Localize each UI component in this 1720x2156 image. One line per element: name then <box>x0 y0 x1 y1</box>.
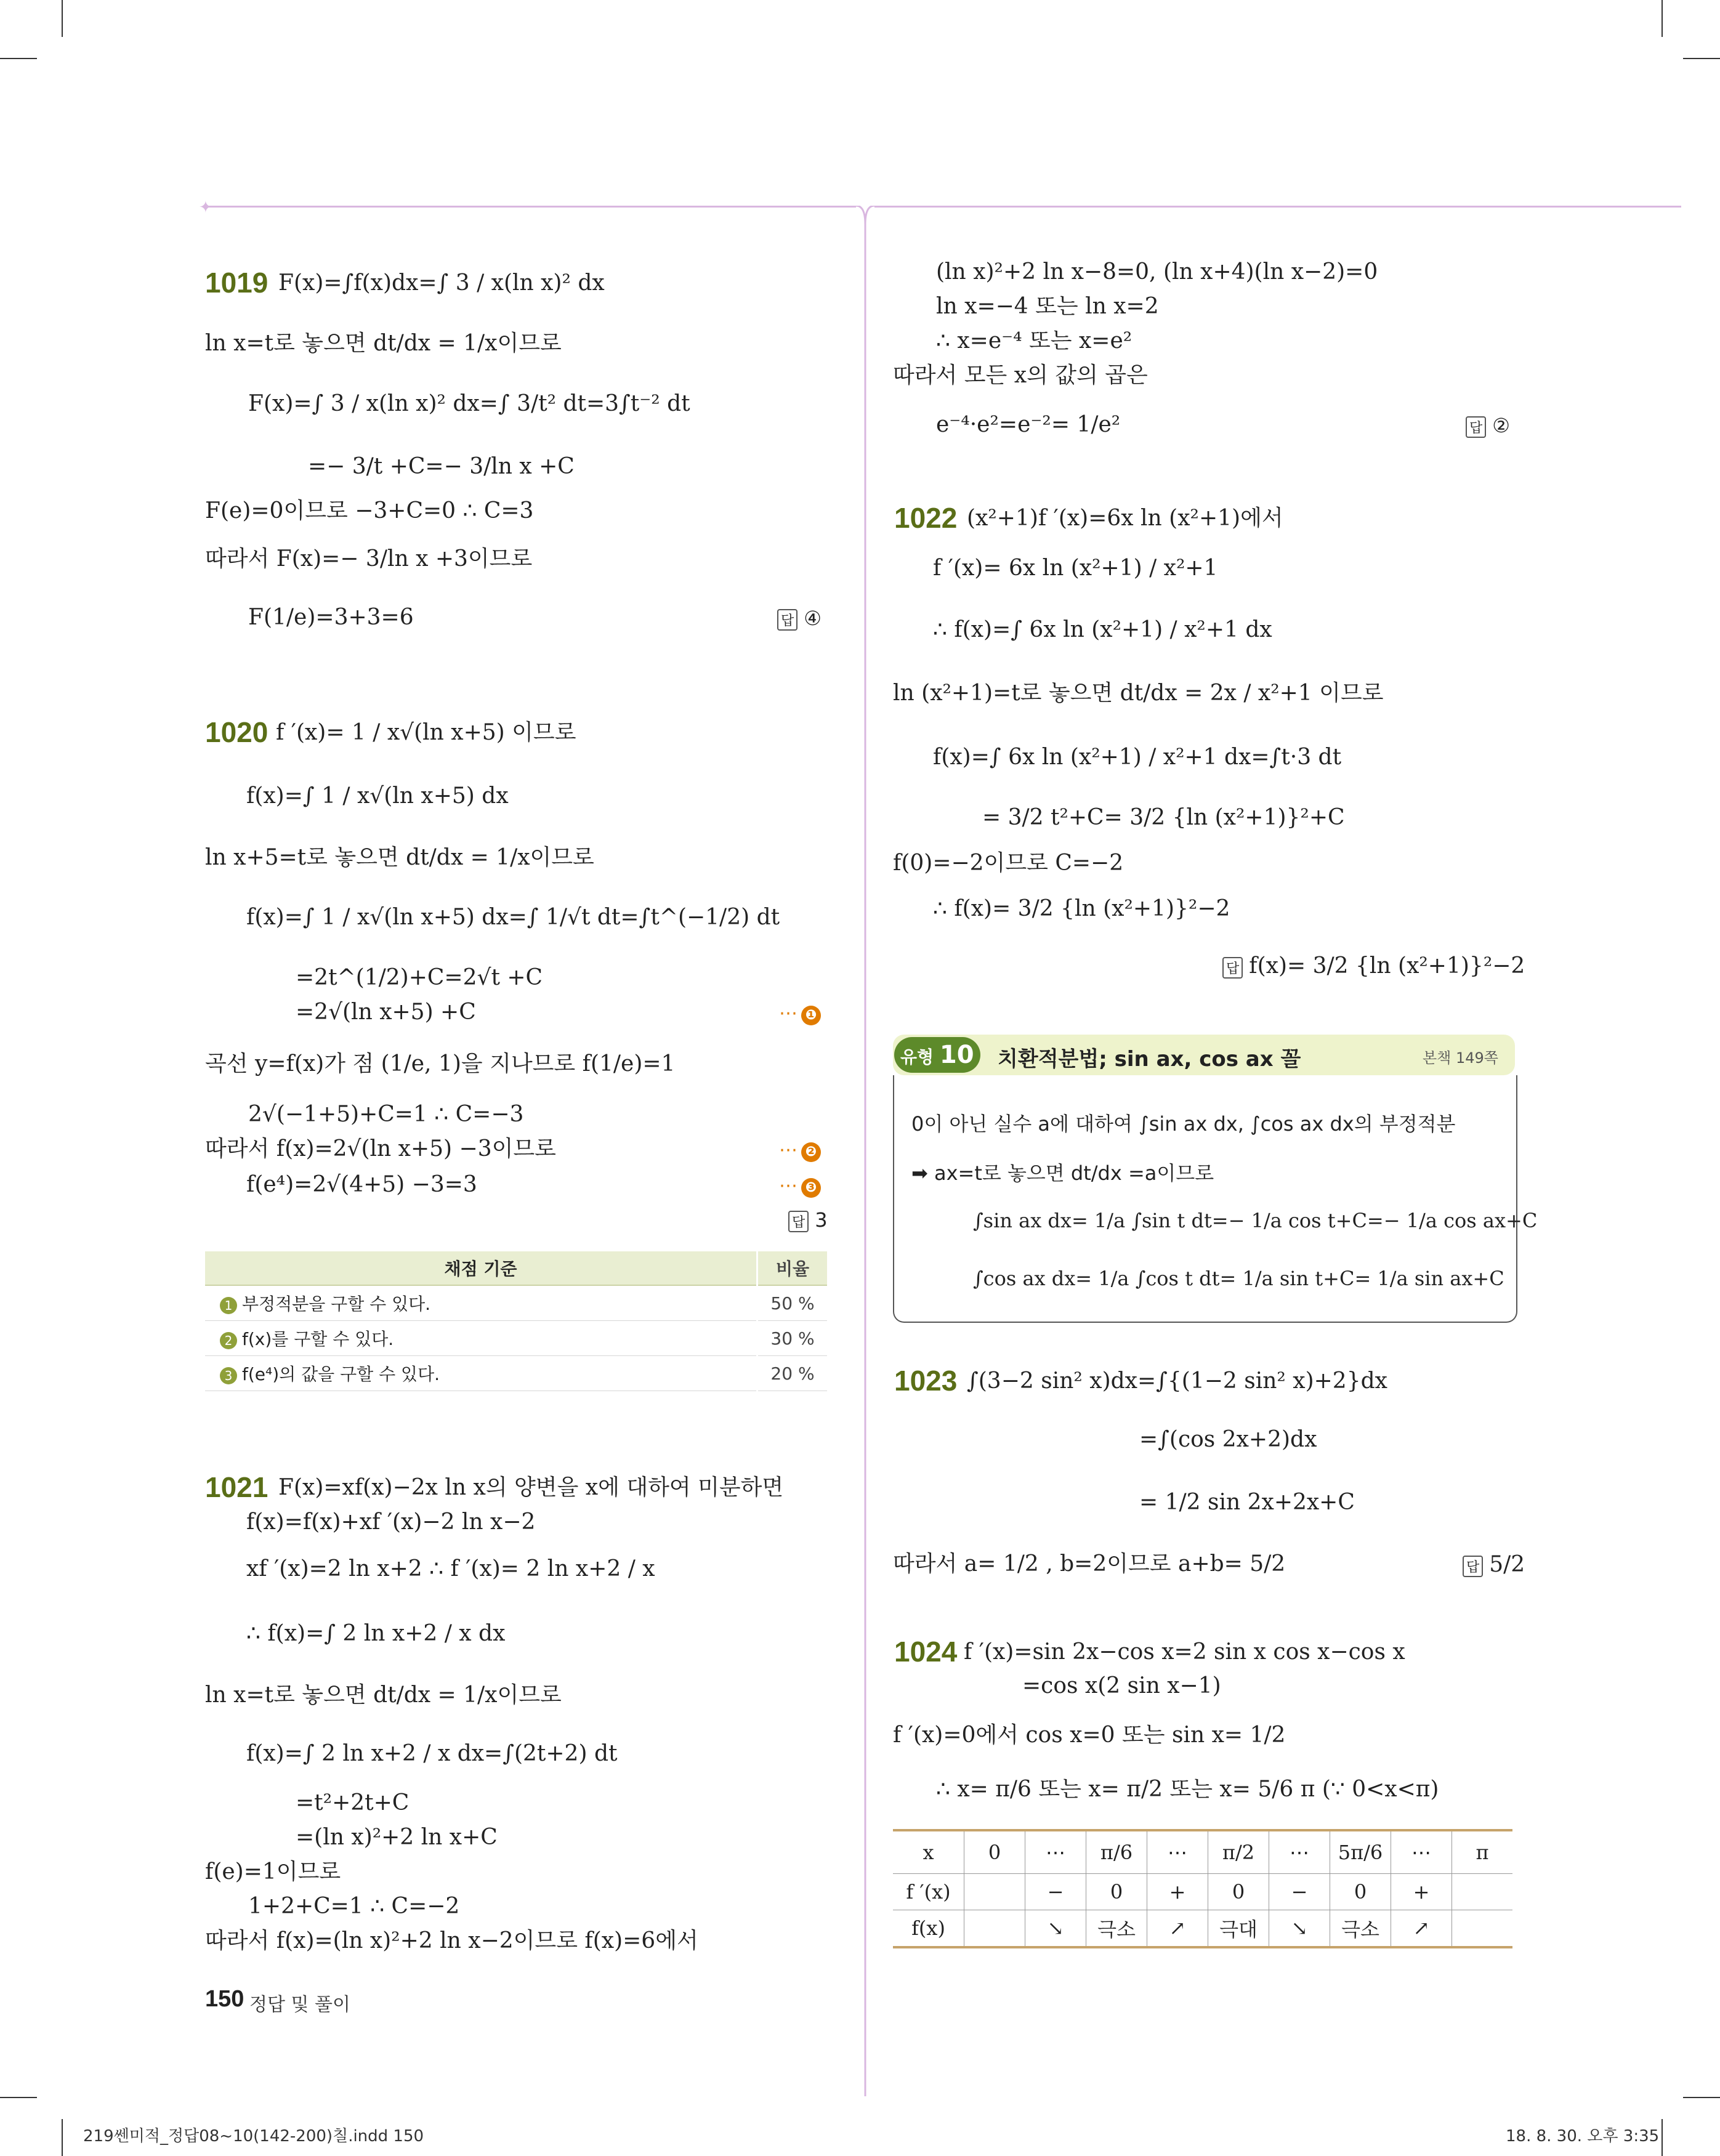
crop-mark <box>0 58 37 59</box>
type-formula: ∫cos ax dx= 1/a ∫cos t dt= 1/a sin t+C= 1/a sin ax+C <box>973 1267 1504 1290</box>
step-number-icon: 3 <box>220 1367 237 1384</box>
solution-line: 따라서 F(x)=− 3/ln x +3이므로 <box>205 546 533 571</box>
table-row: 2 f(x)를 구할 수 있다. 30 % <box>205 1321 827 1356</box>
solution-line: F(e)=0이므로 −3+C=0 ∴ C=3 <box>205 498 534 523</box>
step-marker: ⋯ ❷ <box>779 1139 821 1162</box>
type-line: 0이 아닌 실수 a에 대하여 ∫sin ax dx, ∫cos ax dx의 부정적분 <box>911 1112 1456 1136</box>
type-title: 치환적분법; sin ax, cos ax 꼴 <box>998 1047 1301 1072</box>
answer-value: 5/2 <box>1489 1552 1525 1577</box>
solution-line: f(0)=−2이므로 C=−2 <box>893 850 1124 876</box>
solution-line: =− 3/t +C=− 3/ln x +C <box>308 454 575 479</box>
answer-mark <box>788 1208 828 1232</box>
solution-line: ln x=t로 놓으면 dt/dx = 1/x이므로 <box>205 331 562 356</box>
solution-line: F(x)=∫f(x)dx=∫ 3 / x(ln x)² dx <box>278 270 605 296</box>
page-label: 정답 및 풀이 <box>249 1994 350 2016</box>
problem-number: 1019 <box>205 267 268 299</box>
problem-number: 1020 <box>205 716 268 748</box>
solution-line: f(x)=∫ 1 / x√(ln x+5) dx=∫ 1/√t dt=∫t^(−1/2) dt <box>246 905 780 930</box>
solution-line: f ′(x)= 1 / x√(ln x+5) 이므로 <box>276 720 576 745</box>
answer-mark <box>1463 1553 1525 1577</box>
page-number: 150 <box>205 1986 244 2012</box>
crop-mark <box>1683 2097 1720 2098</box>
solution-line: f(e)=1이므로 <box>205 1859 341 1884</box>
solution-line: f(x)=∫ 6x ln (x²+1) / x²+1 dx=∫t·3 dt <box>933 745 1342 770</box>
solution-line: ln x+5=t로 놓으면 dt/dx = 1/x이므로 <box>205 845 594 870</box>
solution-line: f ′(x)=0에서 cos x=0 또는 sin x= 1/2 <box>893 1722 1286 1748</box>
star-icon: ✦ <box>199 198 212 217</box>
solution-line: ln x=t로 놓으면 dt/dx = 1/x이므로 <box>205 1682 562 1708</box>
solution-line: 따라서 a= 1/2 , b=2이므로 a+b= 5/2 <box>893 1551 1286 1577</box>
slug-filename: 219쎈미적_정답08~10(142-200)칠.indd 150 <box>83 2127 424 2146</box>
grading-header-criteria: 채점 기준 <box>205 1251 757 1285</box>
table-row: 1 부정적분을 구할 수 있다. 50 % <box>205 1285 827 1321</box>
answer-value: 3 <box>815 1208 828 1232</box>
step-marker: ⋯ ❸ <box>779 1175 821 1198</box>
solution-line: 2√(−1+5)+C=1 ∴ C=−3 <box>248 1102 524 1127</box>
solution-line: = 1/2 sin 2x+2x+C <box>1139 1490 1355 1515</box>
table-row: f ′(x) − 0 + 0 − 0 + <box>893 1874 1512 1910</box>
solution-line: (ln x)²+2 ln x−8=0, (ln x+4)(ln x−2)=0 <box>936 259 1378 285</box>
solution-line: ∴ f(x)= 3/2 {ln (x²+1)}²−2 <box>933 896 1230 921</box>
solution-line: ∴ x= π/6 또는 x= π/2 또는 x= 5/6 π (∵ 0<x<π) <box>936 1777 1439 1802</box>
solution-line: =t²+2t+C <box>296 1790 410 1815</box>
solution-line: 1+2+C=1 ∴ C=−2 <box>248 1894 460 1919</box>
solution-line: ∴ f(x)=∫ 2 ln x+2 / x dx <box>246 1621 506 1646</box>
solution-line: f ′(x)=sin 2x−cos x=2 sin x cos x−cos x <box>964 1639 1405 1665</box>
problem-number: 1024 <box>894 1636 958 1668</box>
problem-number: 1022 <box>894 502 958 534</box>
answer-mark <box>777 607 822 631</box>
solution-line: F(x)=∫ 3 / x(ln x)² dx=∫ 3/t² dt=3∫t⁻² dt <box>248 391 690 416</box>
solution-line: =cos x(2 sin x−1) <box>1022 1673 1221 1698</box>
solution-line: (x²+1)f ′(x)=6x ln (x²+1)에서 <box>967 506 1283 531</box>
solution-line: ∴ f(x)=∫ 6x ln (x²+1) / x²+1 dx <box>933 617 1272 642</box>
solution-line: ln x=−4 또는 ln x=2 <box>936 294 1159 319</box>
solution-line: f(x)=∫ 1 / x√(ln x+5) dx <box>246 783 509 809</box>
type-reference: 본책 149쪽 <box>1423 1049 1498 1067</box>
solution-line: =2t^(1/2)+C=2√t +C <box>296 965 543 990</box>
header-rule <box>874 206 1681 208</box>
answer-mark <box>1466 414 1510 438</box>
solution-line: f(x)=∫ 2 ln x+2 / x dx=∫(2t+2) dt <box>246 1741 618 1766</box>
solution-line: f ′(x)= 6x ln (x²+1) / x²+1 <box>933 555 1218 581</box>
answer-icon: 답 <box>1466 416 1486 438</box>
crop-mark <box>62 2119 63 2156</box>
solution-line: f(x)=f(x)+xf ′(x)−2 ln x−2 <box>246 1509 536 1535</box>
solution-line: ln (x²+1)=t로 놓으면 dt/dx = 2x / x²+1 이므로 <box>893 680 1384 706</box>
solution-line: =(ln x)²+2 ln x+C <box>296 1825 498 1850</box>
crop-mark <box>0 2097 37 2098</box>
solution-line: 따라서 모든 x의 값의 곱은 <box>893 363 1148 388</box>
type-formula: ∫sin ax dx= 1/a ∫sin t dt=− 1/a cos t+C=− 1/a cos ax+C <box>973 1209 1538 1232</box>
solution-line: ∫(3−2 sin² x)dx=∫{(1−2 sin² x)+2}dx <box>967 1368 1387 1394</box>
step-marker: ⋯ ❶ <box>779 1003 821 1025</box>
crop-mark <box>1683 58 1720 59</box>
solution-line: 따라서 f(x)=2√(ln x+5) −3이므로 <box>205 1136 556 1161</box>
solution-line: e⁻⁴·e²=e⁻²= 1/e² <box>936 412 1121 437</box>
solution-line: = 3/2 t²+C= 3/2 {ln (x²+1)}²+C <box>982 805 1345 830</box>
crop-mark <box>1661 0 1663 37</box>
type-line: ➡ ax=t로 놓으면 dt/dx =a이므로 <box>911 1161 1214 1185</box>
grading-table <box>205 1251 827 1391</box>
step-number-icon: 2 <box>220 1332 237 1349</box>
answer-icon: 답 <box>777 609 797 631</box>
solution-line: F(x)=xf(x)−2x ln x의 양변을 x에 대하여 미분하면 <box>278 1475 784 1500</box>
answer-value: ② <box>1492 414 1510 437</box>
header-rule <box>203 206 856 208</box>
table-row: 3 f(e⁴)의 값을 구할 수 있다. 20 % <box>205 1356 827 1391</box>
answer-icon: 답 <box>1222 957 1243 979</box>
answer-icon: 답 <box>788 1211 809 1232</box>
solution-line: =2√(ln x+5) +C <box>296 999 476 1025</box>
solution-line: f(e⁴)=2√(4+5) −3=3 <box>246 1172 477 1197</box>
column-divider <box>850 206 881 2096</box>
crop-mark <box>62 0 63 37</box>
step-number-icon: 1 <box>220 1297 237 1314</box>
solution-line: xf ′(x)=2 ln x+2 ∴ f ′(x)= 2 ln x+2 / x <box>246 1556 655 1581</box>
answer-value: ④ <box>804 607 822 630</box>
type-badge: 유형 10 <box>894 1037 980 1073</box>
answer-mark <box>1222 955 1525 979</box>
answer-icon: 답 <box>1463 1556 1483 1577</box>
problem-number: 1021 <box>205 1471 268 1503</box>
variation-table <box>893 1829 1512 1948</box>
solution-line: =∫(cos 2x+2)dx <box>1139 1427 1317 1452</box>
solution-line: 곡선 y=f(x)가 점 (1/e, 1)을 지나므로 f(1/e)=1 <box>205 1051 676 1076</box>
slug-date: 18. 8. 30. 오후 3:35 <box>1506 2127 1660 2146</box>
solution-line: 따라서 f(x)=(ln x)²+2 ln x−2이므로 f(x)=6에서 <box>205 1928 698 1953</box>
crop-mark <box>1661 2119 1663 2156</box>
solution-line: F(1/e)=3+3=6 <box>248 605 414 630</box>
table-row: f(x) ↘ 극소 ↗ 극대 ↘ 극소 ↗ <box>893 1910 1512 1948</box>
answer-value: f(x)= 3/2 {ln (x²+1)}²−2 <box>1249 953 1525 979</box>
table-row: x 0 ⋯ π/6 ⋯ π/2 ⋯ 5π/6 ⋯ π <box>893 1830 1512 1874</box>
problem-number: 1023 <box>894 1365 958 1397</box>
solution-line: ∴ x=e⁻⁴ 또는 x=e² <box>936 328 1133 353</box>
grading-header-ratio: 비율 <box>757 1251 828 1285</box>
